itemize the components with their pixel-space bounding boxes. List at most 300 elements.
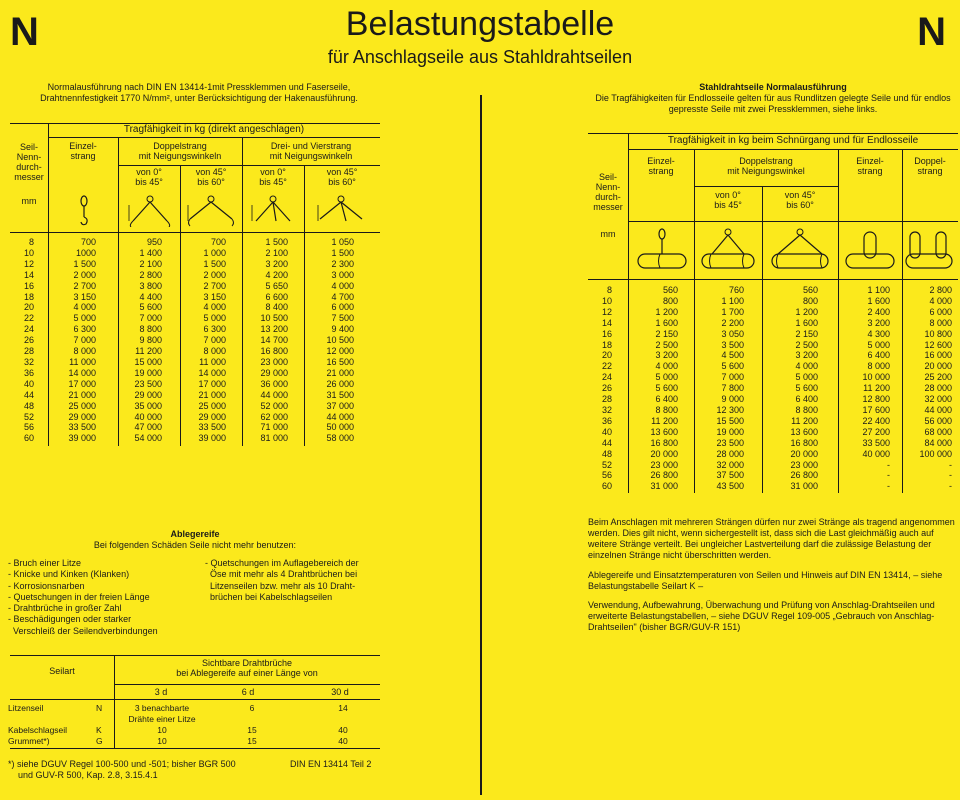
table-cell: 56 [23, 422, 34, 433]
table-cell: - [949, 481, 952, 492]
table-cell: 20 000 [790, 448, 818, 459]
break-row-v1: 3 benachbarte Drähte einer Litze [128, 703, 196, 724]
break-row-v3: 40 [338, 736, 348, 746]
break-row-code: K [96, 725, 102, 735]
table-cell: 4 000 [795, 361, 818, 372]
right-col-diameter: Seil- Nenn- durch- messer [593, 172, 623, 212]
table-cell: 1 600 [795, 317, 818, 328]
table-cell: 21 000 [68, 389, 96, 400]
right-col-einzel-values [636, 285, 678, 492]
table-cell: 6 000 [331, 302, 354, 313]
table-cell: 56 [601, 470, 612, 481]
choke-double-strand-45-icon [698, 228, 758, 274]
table-cell: 44 [601, 437, 612, 448]
page-letter-right: N [917, 10, 946, 54]
table-cell: 37 500 [716, 470, 744, 481]
table-cell: 68 000 [924, 426, 952, 437]
table-cell: 6 400 [655, 394, 678, 405]
choke-double-strand-60-icon [768, 228, 832, 274]
table-cell: 560 [802, 285, 818, 295]
right-paragraph-1: Beim Anschlagen mit mehreren Strängen dürfen nur zwei Stränge als tragend angenommen werden. Dies gilt nicht, wenn sichergestellt ist, dass sich die Last gleichmäßig auch auf weitere Stränge verteilt. Bei ungleicher Lastverteilung darf die zulässige Belastung der einzelnen Stränge nicht überschritten werden. [588, 517, 955, 560]
table-cell: 2 150 [655, 328, 678, 339]
table-cell: 3 800 [139, 280, 162, 291]
table-cell: 16 500 [326, 356, 354, 367]
table-cell: 48 [23, 400, 34, 411]
list-item: Verschleiß der Seilendverbindungen [8, 625, 158, 636]
table-cell: 4 000 [73, 302, 96, 313]
table-cell: 40 000 [134, 411, 162, 422]
table-cell: 28 [601, 394, 612, 405]
break-row-v1: 10 [157, 725, 167, 735]
list-item: Öse mit mehr als 4 Drahtbrüchen bei [205, 569, 358, 580]
table-cell: 32 000 [924, 394, 952, 405]
table-cell: 26 800 [650, 470, 678, 481]
list-item: - Quetschungen im Auflagebereich der [205, 558, 359, 568]
table-cell: 16 000 [924, 350, 952, 361]
table-cell: 23 000 [260, 356, 288, 367]
table-cell: 32 000 [716, 459, 744, 470]
table-cell: 6 400 [867, 350, 890, 361]
norm-reference: DIN EN 13414 Teil 2 [290, 759, 372, 769]
table-cell: 5 600 [721, 361, 744, 372]
table-cell: 2 000 [73, 269, 96, 280]
right-intro-title: Stahldrahtseile Normalausführung [699, 82, 847, 92]
left-group-header: Tragfähigkeit in kg (direkt angeschlagen) [123, 124, 305, 135]
table-cell: 25 000 [68, 400, 96, 411]
table-cell: 2 150 [795, 328, 818, 339]
left-range-b1: von 45° bis 60° [195, 167, 227, 187]
table-cell: 13 200 [260, 324, 288, 335]
table-cell: 29 000 [198, 411, 226, 422]
table-cell: 20 [601, 350, 612, 361]
table-cell: - [949, 470, 952, 481]
right-paragraph-2: Ablegereife und Einsatztemperaturen von Seilen und Hinweis auf DIN EN 13414, – siehe Belastungstabelle Seilart K – [588, 570, 943, 591]
ablege-title: Ablegereife [170, 529, 220, 539]
table-cell: 9 000 [721, 394, 744, 405]
right-paragraph-3: Verwendung, Aufbewahrung, Überwachung und Prüfung von Anschlag-Drahtseilen und erweiterte Belastungstabellen, – siehe DGUV Regel 109-005 „Gebrauch von Anschlag-Drahtseilen" (bisher BGR/GUV-R 151) [588, 600, 935, 632]
table-cell: 2 800 [139, 269, 162, 280]
table-cell: 18 [601, 339, 612, 350]
break-row-v2: 15 [247, 736, 257, 746]
table-cell: 4 400 [139, 291, 162, 302]
left-range-b2: von 45° bis 60° [326, 167, 358, 187]
table-cell: 1 200 [655, 306, 678, 317]
table-cell: 20 [23, 302, 34, 313]
table-cell: 1 100 [721, 295, 744, 306]
table-cell: 3 150 [73, 291, 96, 302]
table-cell: 8 [606, 285, 612, 295]
left-col-diameter: Seil- Nenn- durch- messer [14, 142, 44, 182]
table-cell: 760 [728, 285, 744, 295]
table-cell: 28 000 [716, 448, 744, 459]
table-cell: 18 [23, 291, 34, 302]
table-cell: 1 050 [331, 237, 354, 247]
table-cell: 19 000 [716, 426, 744, 437]
break-length-30d: 30 d [331, 687, 349, 697]
table-cell: 14 000 [198, 367, 226, 378]
table-cell: 14 000 [68, 367, 96, 378]
right-col-einzel2: Einzel- strang [856, 156, 884, 176]
right-col-doppel: Doppelstrang mit Neigungswinkel [727, 156, 805, 176]
list-item: brüchen bei Kabelschlagseilen [205, 591, 333, 602]
table-cell: 6 600 [265, 291, 288, 302]
right-col-doppel-45-60-values [774, 285, 818, 492]
table-cell: 15 000 [134, 356, 162, 367]
table-cell: 29 000 [68, 411, 96, 422]
right-intro: Die Tragfähigkeiten für Endlosseile gelten für aus Rundlitzen gelegte Seile und für endlos gepresste Seile mit zwei Pressklemmen, siehe links. [595, 93, 951, 114]
table-cell: 2 800 [929, 285, 952, 295]
left-col-drei: Drei- und Vierstrang mit Neigungswinkeln [269, 141, 353, 161]
table-cell: - [887, 470, 890, 481]
table-cell: 4 000 [655, 361, 678, 372]
table-cell: 4 000 [929, 295, 952, 306]
table-cell: 1 500 [265, 237, 288, 247]
choke-single-strand-icon [634, 228, 690, 274]
page-subtitle: für Anschlagseile aus Stahldrahtseilen [327, 47, 633, 67]
table-cell: 700 [210, 237, 226, 247]
table-cell: 1 000 [203, 247, 226, 258]
table-cell: 6 300 [73, 324, 96, 335]
list-item: - Drahtbrüche in großer Zahl [8, 603, 122, 614]
table-cell: 26 [601, 383, 612, 394]
table-cell: 2 200 [721, 317, 744, 328]
table-cell: 3 200 [795, 350, 818, 361]
table-cell: 33 500 [862, 437, 890, 448]
table-cell: 11 200 [791, 415, 818, 426]
table-cell: 8 000 [867, 361, 890, 372]
table-cell: 23 500 [134, 378, 162, 389]
table-cell: 2 300 [331, 258, 354, 269]
table-cell: 81 000 [260, 433, 288, 444]
table-cell: 37 000 [326, 400, 354, 411]
table-cell: 950 [146, 237, 162, 247]
break-header: Sichtbare Drahtbrüche bei Ablegereife auf einer Länge von [176, 658, 318, 678]
table-cell: 25 200 [924, 372, 952, 383]
table-cell: 22 400 [862, 415, 890, 426]
table-cell: 29 000 [260, 367, 288, 378]
table-cell: 3 200 [655, 350, 678, 361]
table-cell: 8 000 [203, 346, 226, 357]
table-cell: 36 [23, 367, 34, 378]
table-cell: 25 000 [198, 400, 226, 411]
table-cell: 7 800 [721, 383, 744, 394]
break-row-name: Kabelschlagseil [8, 725, 68, 735]
table-cell: 40 [23, 378, 34, 389]
table-cell: 1 400 [139, 247, 162, 258]
table-cell: 5 000 [655, 372, 678, 383]
table-cell: 44 000 [924, 404, 952, 415]
table-cell: 47 000 [134, 422, 162, 433]
table-cell: 23 000 [790, 459, 818, 470]
left-col-doppel: Doppelstrang mit Neigungswinkeln [138, 141, 222, 161]
table-cell: 1 500 [73, 258, 96, 269]
table-cell: 10 [23, 247, 34, 258]
table-cell: 60 [601, 481, 612, 492]
table-cell: 19 000 [134, 367, 162, 378]
table-cell: 5 000 [867, 339, 890, 350]
table-cell: 8 000 [73, 346, 96, 357]
table-cell: 1 100 [867, 285, 890, 295]
table-cell: 1 500 [331, 247, 354, 258]
table-cell: 8 800 [655, 404, 678, 415]
table-cell: 14 700 [260, 335, 288, 346]
table-cell: 14 [23, 269, 34, 280]
table-cell: 9 400 [331, 324, 354, 335]
table-cell: 32 [601, 404, 612, 415]
right-col-endlos-einzel-values [844, 285, 890, 492]
table-cell: 8 [28, 237, 34, 247]
table-cell: 16 800 [790, 437, 818, 448]
break-row-v2: 6 [249, 703, 255, 713]
table-cell: 31 000 [790, 481, 818, 492]
table-cell: 40 000 [862, 448, 890, 459]
table-cell: 6 300 [203, 324, 226, 335]
table-cell: 1 600 [655, 317, 678, 328]
table-cell: 26 800 [790, 470, 818, 481]
left-col-unit: mm [21, 196, 37, 206]
right-col-einzel: Einzel- strang [647, 156, 675, 176]
table-cell: 8 400 [265, 302, 288, 313]
table-cell: 24 [601, 372, 612, 383]
break-row-v3: 40 [338, 725, 348, 735]
table-cell: 13 600 [650, 426, 678, 437]
break-row-code: G [96, 736, 103, 746]
table-cell: 11 000 [69, 356, 96, 367]
table-cell: 3 200 [867, 317, 890, 328]
table-cell: 2 400 [867, 306, 890, 317]
table-cell: 3 000 [331, 269, 354, 280]
page-title: Belastungstabelle [345, 5, 615, 43]
table-cell: 33 500 [198, 422, 226, 433]
table-cell: 43 500 [716, 481, 744, 492]
table-cell: 3 150 [203, 291, 226, 302]
table-cell: 33 500 [68, 422, 96, 433]
table-cell: 5 000 [73, 313, 96, 324]
right-col-unit: mm [600, 229, 616, 239]
table-cell: 560 [662, 285, 678, 295]
table-cell: 44 000 [326, 411, 354, 422]
table-cell: 1 700 [721, 306, 744, 317]
table-cell: 31 000 [650, 481, 678, 492]
table-cell: 5 600 [795, 383, 818, 394]
left-range-a1: von 0° bis 45° [135, 167, 163, 187]
table-cell: 100 000 [919, 448, 952, 459]
table-cell: 5 600 [655, 383, 678, 394]
table-cell: 2 100 [265, 247, 288, 258]
left-range-a2: von 0° bis 45° [259, 167, 287, 187]
table-cell: 800 [662, 295, 678, 306]
table-cell: 15 500 [716, 415, 744, 426]
table-cell: 52 [601, 459, 612, 470]
table-cell: 31 500 [326, 389, 354, 400]
table-cell: 8 800 [139, 324, 162, 335]
table-cell: 11 000 [199, 356, 226, 367]
table-cell: 32 [23, 356, 34, 367]
break-row-v1: 10 [157, 736, 167, 746]
table-cell: - [949, 459, 952, 470]
page-letter-left: N [10, 10, 39, 54]
table-cell: 12 000 [326, 346, 354, 357]
table-cell: 700 [80, 237, 96, 247]
table-cell: 22 [601, 361, 612, 372]
table-cell: 28 [23, 346, 34, 357]
left-col-einzel: Einzel- strang [69, 141, 97, 161]
break-row-name: Grummet*) [8, 736, 50, 746]
table-cell: 5 600 [139, 302, 162, 313]
table-cell: 7 000 [73, 335, 96, 346]
list-item: - Beschädigungen oder starker [8, 614, 132, 625]
table-cell: 4 700 [331, 291, 354, 302]
table-cell: 12 800 [862, 394, 890, 405]
list-item: - Bruch einer Litze [8, 558, 82, 568]
table-cell: 71 000 [260, 422, 288, 433]
list-item: - Knicke und Kinken (Klanken) [8, 569, 130, 580]
table-cell: 54 000 [134, 433, 162, 444]
table-cell: - [887, 481, 890, 492]
table-cell: 12 [601, 306, 612, 317]
table-cell: - [887, 459, 890, 470]
table-cell: 24 [23, 324, 34, 335]
table-cell: 6 400 [795, 394, 818, 405]
table-cell: 2 000 [203, 269, 226, 280]
table-cell: 21 000 [198, 389, 226, 400]
table-cell: 36 000 [260, 378, 288, 389]
table-cell: 4 200 [265, 269, 288, 280]
endless-single-strand-icon [842, 228, 898, 274]
break-length-3d: 3 d [154, 687, 168, 697]
table-cell: 8 000 [929, 317, 952, 328]
table-cell: 26 000 [326, 378, 354, 389]
table-cell: 5 000 [203, 313, 226, 324]
table-cell: 13 600 [790, 426, 818, 437]
break-row-v3: 14 [338, 703, 348, 713]
table-cell: 40 [601, 426, 612, 437]
right-group-header: Tragfähigkeit in kg beim Schnürgang und für Endlosseile [667, 135, 919, 146]
right-col-doppel2: Doppel- strang [914, 156, 946, 176]
table-cell: 26 [23, 335, 34, 346]
table-cell: 4 500 [721, 350, 744, 361]
table-cell: 44 [23, 389, 34, 400]
table-cell: 58 000 [326, 433, 354, 444]
table-cell: 3 500 [721, 339, 744, 350]
table-cell: 16 800 [260, 346, 288, 357]
table-cell: 7 000 [139, 313, 162, 324]
table-cell: 1 600 [867, 295, 890, 306]
table-cell: 52 [23, 411, 34, 422]
table-cell: 800 [802, 295, 818, 306]
table-cell: 52 000 [260, 400, 288, 411]
break-length-6d: 6 d [241, 687, 255, 697]
table-cell: 3 200 [265, 258, 288, 269]
table-cell: 62 000 [260, 411, 288, 422]
left-intro: Normalausführung nach DIN EN 13414-1mit Pressklemmen und Faserseile, Drahtnennfestigkeit 1770 N/mm², unter Berücksichtigung der Hakenausführung. [40, 82, 358, 103]
table-cell: 10 800 [924, 328, 952, 339]
table-cell: 23 000 [650, 459, 678, 470]
list-item: - Quetschungen in der freien Länge [8, 591, 150, 602]
table-cell: 36 [601, 415, 612, 426]
table-cell: 11 200 [651, 415, 678, 426]
table-cell: 39 000 [68, 433, 96, 444]
table-cell: 17 000 [198, 378, 226, 389]
table-cell: 10 000 [862, 372, 890, 383]
table-cell: 2 700 [73, 280, 96, 291]
table-cell: 16 [601, 328, 612, 339]
table-cell: 9 800 [139, 335, 162, 346]
table-cell: 16 800 [650, 437, 678, 448]
table-cell: 23 500 [716, 437, 744, 448]
table-cell: 39 000 [198, 433, 226, 444]
table-cell: 22 [23, 313, 34, 324]
table-cell: 29 000 [134, 389, 162, 400]
table-cell: 27 200 [862, 426, 890, 437]
table-cell: 12 300 [716, 404, 744, 415]
table-cell: 35 000 [134, 400, 162, 411]
table-cell: 5 650 [265, 280, 288, 291]
table-cell: 10 500 [260, 313, 288, 324]
break-row-name: Litzenseil [8, 703, 44, 713]
table-cell: 6 000 [929, 306, 952, 317]
right-col-doppel-0-45-values [700, 285, 744, 492]
table-cell: 56 000 [924, 415, 952, 426]
table-cell: 12 600 [924, 339, 952, 350]
table-cell: 12 [23, 258, 34, 269]
table-cell: 50 000 [326, 422, 354, 433]
table-cell: 5 000 [795, 372, 818, 383]
table-cell: 11 200 [863, 383, 890, 394]
ablege-subtitle: Bei folgenden Schäden Seile nicht mehr benutzen: [93, 540, 297, 550]
table-cell: 17 600 [862, 404, 890, 415]
table-cell: 11 200 [135, 346, 162, 357]
table-cell: 28 000 [924, 383, 952, 394]
table-cell: 16 [23, 280, 34, 291]
break-row-code: N [96, 703, 103, 713]
table-cell: 1 200 [795, 306, 818, 317]
list-item: - Korrosionsnarben [8, 580, 85, 591]
list-item: Litzenseilen bzw. mehr als 10 Draht- [205, 580, 356, 591]
table-cell: 14 [601, 317, 612, 328]
table-cell: 3 050 [721, 328, 744, 339]
table-cell: 20 000 [650, 448, 678, 459]
table-cell: 84 000 [924, 437, 952, 448]
table-cell: 48 [601, 448, 612, 459]
endless-double-strand-icon [904, 228, 956, 274]
table-cell: 2 700 [203, 280, 226, 291]
table-cell: 20 000 [924, 361, 952, 372]
table-cell: 10 500 [326, 335, 354, 346]
table-cell: 2 500 [655, 339, 678, 350]
footnote: *) siehe DGUV Regel 100-500 und -501; bisher BGR 500 und GUV-R 500, Kap. 2.8, 3.15.4.1 [8, 759, 236, 780]
break-row-v2: 15 [247, 725, 257, 735]
right-col-diameters [592, 285, 612, 492]
table-cell: 44 000 [260, 389, 288, 400]
table-cell: 7 500 [331, 313, 354, 324]
table-cell: 7 000 [721, 372, 744, 383]
table-cell: 4 000 [203, 302, 226, 313]
table-cell: 4 000 [331, 280, 354, 291]
table-cell: 4 300 [867, 328, 890, 339]
table-cell: 7 000 [203, 335, 226, 346]
table-cell: 21 000 [326, 367, 354, 378]
right-col-endlos-doppel-values [906, 285, 952, 492]
table-cell: 2 100 [139, 258, 162, 269]
right-range-b: von 45° bis 60° [784, 190, 816, 210]
table-cell: 17 000 [68, 378, 96, 389]
table-cell: 8 800 [795, 404, 818, 415]
table-cell: 2 500 [795, 339, 818, 350]
right-range-a: von 0° bis 45° [714, 190, 742, 210]
table-cell: 10 [601, 295, 612, 306]
break-col-seilart: Seilart [49, 666, 75, 676]
